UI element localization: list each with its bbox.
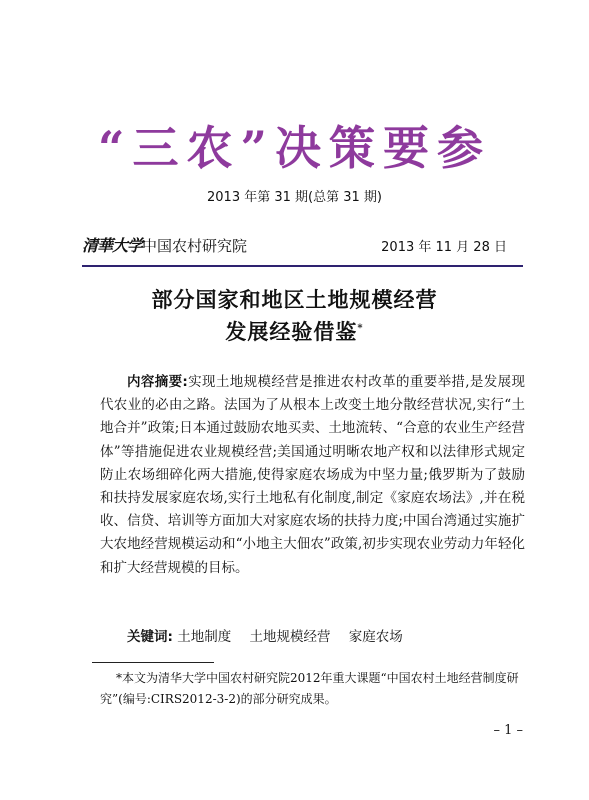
article-title-line-2	[0, 316, 589, 346]
footnote-text: 本文为清华大学中国农村研究院2012年重大课题“中国农村土地经营制度研究”(编号:CIRS2012-3-2)的部分研究成果。	[100, 671, 519, 706]
publication-date: 2013 年 11 月 28 日	[381, 240, 507, 255]
footnote	[100, 668, 525, 710]
header-divider	[82, 265, 523, 267]
page-number: – 1 –	[493, 723, 523, 738]
article-title-line-1: 部分国家和地区土地规模经营	[151, 287, 438, 312]
issue-number: 2013 年第 31 期(总第 31 期)	[207, 190, 382, 205]
keyword-item: 土地制度	[177, 629, 232, 645]
journal-masthead: “三农”决策要参	[98, 121, 491, 175]
publisher-name: 中国农村研究院	[142, 237, 248, 255]
keyword-item: 土地规模经营	[249, 629, 331, 645]
footnote-marker: *	[357, 323, 364, 334]
abstract-label: 内容摘要:	[127, 374, 188, 390]
publisher	[82, 233, 247, 256]
footnote-star: *	[116, 671, 122, 685]
keyword-item: 家庭农场	[348, 629, 403, 645]
keywords	[127, 625, 417, 645]
keywords-label: 关键词:	[127, 629, 173, 645]
article-title-line-2-text: 发展经验借鉴	[225, 319, 358, 344]
abstract-text: 实现土地规模经营是推进农村改革的重要举措,是发展现代农业的必由之路。法国为了从根本上改变土地分散经营状况,实行“土地合并”政策;日本通过鼓励农地买卖、土地流转、“合意的农业生产经营体”等措施促进农业规模经营;美国通过明晰农地产权和以法律形式规定防止农场细碎化两大措施,使得家庭农场成为中坚力量;俄罗斯为了鼓励和扶持发展家庭农场,实行土地私有化制度,制定《家庭农场法》,并在税收、信贷、培训等方面加大对家庭农场的扶持力度;中国台湾通过实施扩大农地经营规模运动和“小地主大佃农”政策,初步实现农业劳动力年轻化和扩大经营规模的目标。	[100, 374, 525, 576]
tsinghua-logo-text: 清華大学	[82, 236, 143, 255]
abstract	[100, 371, 525, 580]
footnote-divider	[92, 662, 214, 663]
